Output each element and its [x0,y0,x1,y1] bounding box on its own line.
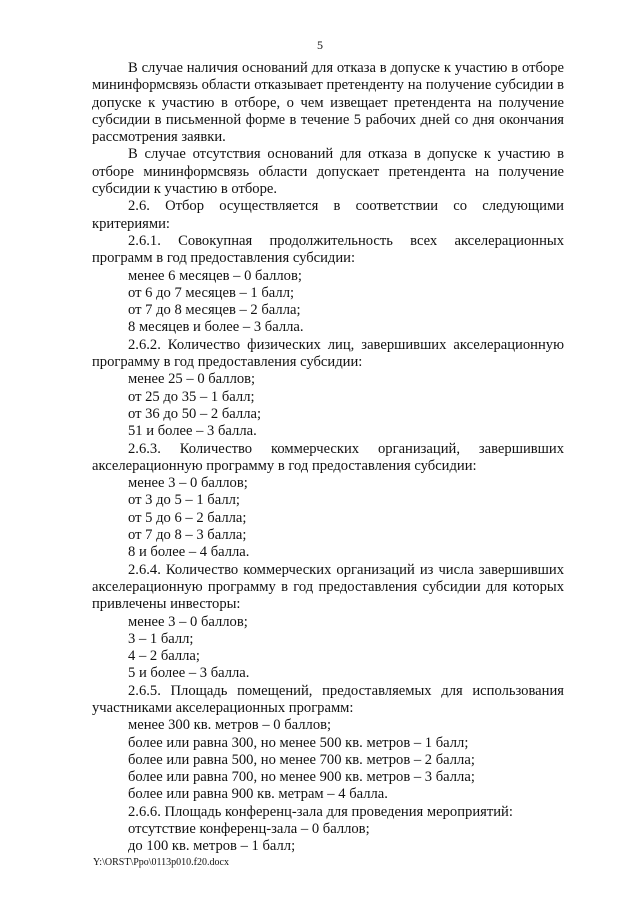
paragraph-2-6-6: 2.6.6. Площадь конференц-зала для проведения мероприятий: [128,803,513,820]
paragraph-2-6-3: 2.6.3. Количество коммерческих организаций, завершивших акселерационную программу в год предоставления субсидии: [92,440,564,474]
criteria-item: менее 6 месяцев – 0 баллов; [128,267,302,284]
criteria-item: 8 и более – 4 балла. [128,544,250,561]
criteria-item: от 3 до 5 – 1 балл; [128,492,240,509]
paragraph-admission-case: В случае отсутствия оснований для отказа в допуске к участию в отборе мининформсвязь области допускает претендента на получение субсидии к участию в отборе. [92,146,564,198]
criteria-item: от 36 до 50 – 2 балла; [128,405,262,422]
file-path-footer: Y:\ORST\Ppo\0113p010.f20.docx [93,857,229,868]
criteria-item: 4 – 2 балла; [128,648,200,665]
criteria-item: от 7 до 8 месяцев – 2 балла; [128,302,301,319]
criteria-item: менее 3 – 0 баллов; [128,613,248,630]
criteria-item: 3 – 1 балл; [128,630,194,647]
criteria-item: 51 и более – 3 балла. [128,423,257,440]
criteria-item: менее 3 – 0 баллов; [128,475,248,492]
paragraph-2-6: 2.6. Отбор осуществляется в соответствии со следующими критериями: [92,198,564,232]
criteria-item: от 5 до 6 – 2 балла; [128,509,247,526]
page-number: 5 [317,38,323,52]
paragraph-2-6-1: 2.6.1. Совокупная продолжительность всех акселерационных программ в год предоставления субсидии: [92,232,564,267]
criteria-item: отсутствие конференц-зала – 0 баллов; [128,821,370,838]
criteria-item: от 25 до 35 – 1 балл; [128,388,255,405]
criteria-item: более или равна 700, но менее 900 кв. метров – 3 балла; [128,769,475,786]
criteria-item: до 100 кв. метров – 1 балл; [128,838,296,855]
criteria-item: от 7 до 8 – 3 балла; [128,527,247,544]
paragraph-2-6-4: 2.6.4. Количество коммерческих организаций из числа завершивших акселерационную программу в год предоставления субсидии для которых привлечены инвесторы: [92,561,564,613]
document-body [92,60,564,856]
paragraph-2-6-5: 2.6.5. Площадь помещений, предоставляемых для использования участниками акселерационных программ: [92,682,564,716]
criteria-item: 8 месяцев и более – 3 балла. [128,319,304,336]
paragraph-2-6-2: 2.6.2. Количество физических лиц, завершивших акселерационную программу в год предоставления субсидии: [92,336,564,371]
criteria-item: 5 и более – 3 балла. [128,665,250,682]
criteria-item: менее 300 кв. метров – 0 баллов; [128,717,332,734]
criteria-item: более или равна 300, но менее 500 кв. метров – 1 балл; [128,734,469,751]
criteria-item: более или равна 900 кв. метрам – 4 балла. [128,786,388,803]
paragraph-refusal-case: В случае наличия оснований для отказа в допуске к участию в отборе мининформсвязь области отказывает претенденту на получение субсидии в допуске к участию в отборе, о чем извещает претендента на получение субсидии в письменной форме в течение 5 рабочих дней со дня окончания рассмотрения заявки. [92,60,564,146]
criteria-item: от 6 до 7 месяцев – 1 балл; [128,284,295,301]
criteria-item: более или равна 500, но менее 700 кв. метров – 2 балла; [128,751,475,768]
criteria-item: менее 25 – 0 баллов; [128,371,256,388]
